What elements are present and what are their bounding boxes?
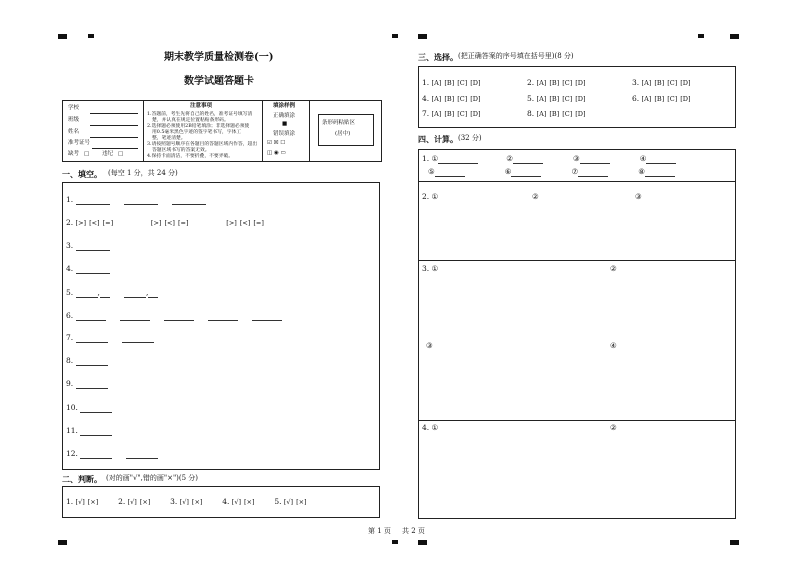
option-bubble[interactable]: [A]: [536, 110, 547, 118]
page-number: 第 1 页: [368, 527, 391, 535]
false-bubble[interactable]: [×]: [87, 498, 99, 506]
notes-line: 答题区域书写的答案无效。: [152, 148, 210, 153]
list-item: 1.: [66, 195, 206, 205]
list-item: 10.: [66, 403, 112, 413]
violation-checkbox[interactable]: □: [118, 151, 124, 157]
bubble-option[interactable]: [<]: [239, 219, 251, 227]
list-item: 4.: [66, 264, 110, 274]
choice-row: 1. [A] [B] [C] [D]: [422, 78, 481, 87]
list-item: 11.: [66, 426, 112, 436]
fill-correct-mark: ■: [282, 121, 288, 127]
option-bubble[interactable]: [C]: [457, 110, 468, 118]
option-bubble[interactable]: [D]: [575, 95, 586, 103]
section-heading: 四、计算。: [418, 134, 458, 144]
bubble-option[interactable]: [>]: [150, 219, 162, 227]
registration-mark: [88, 34, 94, 38]
registration-mark: [730, 34, 739, 39]
option-bubble[interactable]: [A]: [431, 95, 442, 103]
true-bubble[interactable]: [√]: [283, 498, 294, 506]
school-label: 学校: [68, 105, 80, 111]
option-bubble[interactable]: [D]: [575, 110, 586, 118]
choice-row: 7. [A] [B] [C] [D]: [422, 109, 481, 118]
calc-q3-label: ④: [610, 341, 617, 350]
violation-label: 违纪: [102, 151, 114, 157]
notes-line: 用0.5毫米黑色字迹的签字笔书写，字体工: [152, 130, 242, 135]
notes-line: 楚，并认真在规定位置粘贴条形码。: [152, 118, 229, 123]
exam-number-label: 准考证号: [68, 140, 91, 146]
calc-q1-row: 1. ① ② ③ ④: [422, 154, 676, 164]
calculation-area: [418, 149, 736, 519]
absent-checkbox[interactable]: □: [84, 151, 90, 157]
notes-line: 整，笔迹清楚。: [152, 136, 186, 141]
fill-wrong-label: 错误填涂: [273, 131, 296, 137]
calc-q4-label: ②: [610, 423, 617, 432]
calc-q3-label: ②: [610, 264, 617, 273]
notes-line: 4.保持卡面清洁，不要折叠，不要弄破。: [147, 154, 234, 159]
option-bubble[interactable]: [D]: [680, 79, 691, 87]
option-bubble[interactable]: [D]: [680, 95, 691, 103]
option-bubble[interactable]: [A]: [641, 79, 652, 87]
list-item: 2. [>] [<] [=] [>] [<] [=] [>] [<] [=]: [66, 218, 264, 227]
page-total: 共 2 页: [402, 527, 425, 535]
page-subtitle: 数学试题答题卡: [184, 76, 254, 87]
notes-line: 2.选择题必须使用2B铅笔填涂；非选择题必须使: [147, 124, 250, 129]
option-bubble[interactable]: [A]: [536, 95, 547, 103]
calc-q3-label: 3. ①: [422, 264, 439, 273]
calc-q3-label: ③: [426, 341, 433, 350]
false-bubble[interactable]: [×]: [296, 498, 307, 506]
fill-example-title: 填涂样例: [273, 103, 296, 109]
barcode-sublabel: (居中): [335, 131, 351, 137]
fill-wrong-examples: ☑ ☒ ☐: [267, 140, 286, 146]
class-field[interactable]: [90, 125, 138, 126]
list-item: 3.: [66, 241, 110, 251]
true-bubble[interactable]: [√]: [75, 498, 85, 506]
calc-q2-label: 2. ①: [422, 192, 439, 201]
option-bubble[interactable]: [C]: [457, 79, 468, 87]
barcode-label: 条形码粘贴区: [322, 120, 356, 126]
section-heading: 二、判断。: [62, 474, 102, 484]
name-field[interactable]: [90, 137, 138, 138]
option-bubble[interactable]: [C]: [457, 95, 468, 103]
option-bubble[interactable]: [C]: [562, 110, 573, 118]
option-bubble[interactable]: [C]: [562, 95, 573, 103]
false-bubble[interactable]: [×]: [191, 498, 203, 506]
name-label: 姓名: [68, 129, 80, 135]
choice-row: 2. [A] [B] [C] [D]: [527, 78, 586, 87]
option-bubble[interactable]: [B]: [549, 110, 560, 118]
option-bubble[interactable]: [B]: [444, 79, 455, 87]
option-bubble[interactable]: [C]: [667, 95, 678, 103]
true-bubble[interactable]: [√]: [179, 498, 189, 506]
choice-row: 5. [A] [B] [C] [D]: [527, 94, 586, 103]
option-bubble[interactable]: [C]: [667, 79, 678, 87]
choice-row: 3. [A] [B] [C] [D]: [632, 78, 691, 87]
false-bubble[interactable]: [×]: [244, 498, 255, 506]
section-heading: 三、选择。: [418, 52, 458, 62]
calc-q1-row: ⑤ ⑥ ⑦ ⑧: [428, 167, 675, 177]
calc-q2-label: ③: [635, 192, 642, 201]
list-item: 7.: [66, 333, 154, 343]
registration-mark: [418, 34, 427, 39]
list-item: 1. [√] [×] 2. [√] [×] 3. [√] [×] 4. [√] [×] 5. [√] [×]: [66, 497, 307, 506]
fill-correct-label: 正确填涂: [273, 113, 296, 119]
true-bubble[interactable]: [√]: [127, 498, 137, 506]
fill-wrong-examples: ◫ ◉ ▭: [267, 150, 286, 156]
option-bubble[interactable]: [B]: [549, 79, 560, 87]
option-bubble[interactable]: [B]: [549, 95, 560, 103]
bubble-option[interactable]: [<]: [89, 219, 100, 227]
option-bubble[interactable]: [B]: [444, 95, 455, 103]
section-note: (32 分): [458, 134, 482, 142]
list-item: 8.: [66, 356, 108, 366]
choice-row: 4. [A] [B] [C] [D]: [422, 94, 481, 103]
absent-label: 缺考: [68, 151, 80, 157]
registration-mark: [392, 34, 398, 38]
bubble-option[interactable]: [>]: [226, 219, 237, 227]
section-note: (对的画"√",错的画"×")(5 分): [106, 474, 199, 482]
option-bubble[interactable]: [D]: [470, 79, 481, 87]
bubble-option[interactable]: [>]: [75, 219, 87, 227]
page-title: 期末教学质量检测卷(一): [164, 52, 274, 63]
calc-q4-label: 4. ①: [422, 423, 439, 432]
barcode-area: [318, 114, 374, 146]
false-bubble[interactable]: [×]: [139, 498, 151, 506]
option-bubble[interactable]: [B]: [444, 110, 455, 118]
registration-mark: [418, 540, 427, 545]
school-field[interactable]: [90, 113, 138, 114]
section-heading: 一、填空。: [62, 169, 102, 179]
option-bubble[interactable]: [B]: [654, 95, 665, 103]
option-bubble[interactable]: [A]: [431, 79, 442, 87]
true-bubble[interactable]: [√]: [231, 498, 241, 506]
option-bubble[interactable]: [D]: [575, 79, 586, 87]
option-bubble[interactable]: [A]: [431, 110, 442, 118]
registration-mark: [58, 34, 67, 39]
class-label: 班级: [68, 117, 80, 123]
option-bubble[interactable]: [A]: [641, 95, 652, 103]
bubble-option[interactable]: [=]: [177, 219, 189, 227]
section-note: (把正确答案的序号填在括号里)(8 分): [458, 52, 574, 60]
notes-line: 1.答题前，考生先将自己的姓名，准考证号填写清: [147, 112, 253, 117]
bubble-option[interactable]: [=]: [253, 219, 264, 227]
bubble-option[interactable]: [<]: [164, 219, 175, 227]
registration-mark: [58, 540, 67, 545]
list-item: 6.: [66, 311, 282, 321]
option-bubble[interactable]: [D]: [470, 95, 481, 103]
list-item: 9.: [66, 379, 108, 389]
option-bubble[interactable]: [D]: [470, 110, 481, 118]
option-bubble[interactable]: [C]: [562, 79, 573, 87]
choice-row: 8. [A] [B] [C] [D]: [527, 109, 586, 118]
calc-q2-label: ②: [532, 192, 539, 201]
list-item: 5. , ,: [66, 288, 158, 298]
option-bubble[interactable]: [A]: [536, 79, 547, 87]
registration-mark: [698, 34, 704, 38]
registration-mark: [392, 540, 398, 544]
list-item: 12.: [66, 449, 158, 459]
section-note: (每空 1 分，共 24 分): [108, 169, 178, 177]
notes-title: 注意事项: [190, 103, 213, 109]
registration-mark: [730, 540, 739, 545]
exam-number-field[interactable]: [92, 148, 138, 149]
option-bubble[interactable]: [B]: [654, 79, 665, 87]
bubble-option[interactable]: [=]: [102, 219, 114, 227]
choice-row: 6. [A] [B] [C] [D]: [632, 94, 691, 103]
notes-line: 3.请按照题号顺序在各题目的答题区域内作答，超出: [147, 142, 258, 147]
